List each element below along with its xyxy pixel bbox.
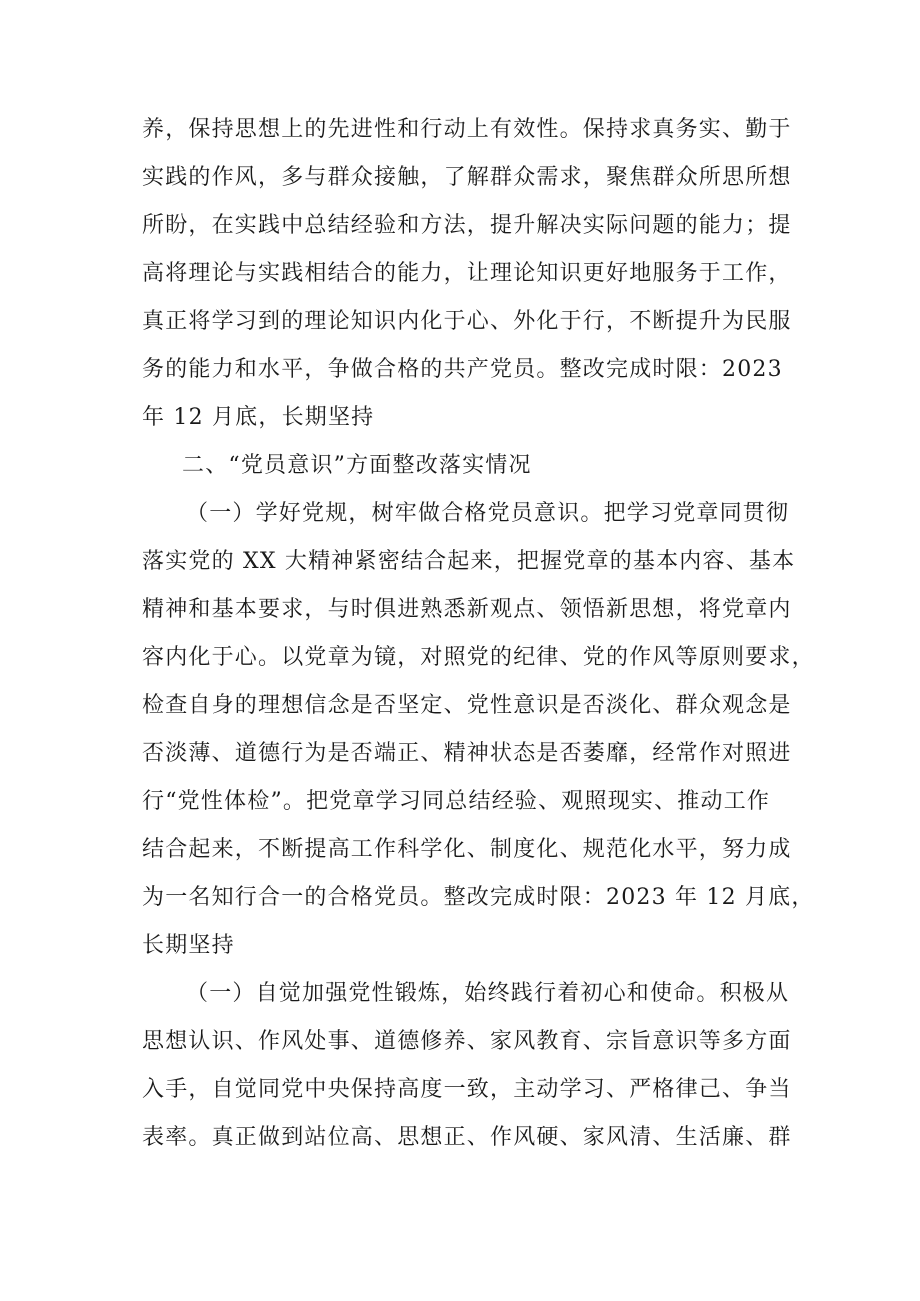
text-line: 养，保持思想上的先进性和行动上有效性。保持求真务实、勤于	[142, 117, 792, 142]
text-line: 思想认识、作风处事、道德修养、家风教育、宗旨意识等多方面	[142, 1029, 792, 1054]
text-line: 落实党的 XX 大精神紧密结合起来，把握党章的基本内容、基本	[142, 549, 796, 574]
text-line: 容内化于心。以党章为镜，对照党的纪律、党的作风等原则要求，	[142, 645, 815, 670]
text-line: 年 12 月底，长期坚持	[142, 405, 375, 430]
paragraph-party-spirit	[142, 974, 802, 1166]
text-line: 务的能力和水平，争做合格的共产党员。整改完成时限：2023	[142, 357, 783, 382]
paragraph-continuation	[142, 110, 802, 446]
text-line: 否淡薄、道德行为是否端正、精神状态是否萎靡，经常作对照进	[142, 741, 792, 766]
text-line: 检查自身的理想信念是否坚定、党性意识是否淡化、群众观念是	[142, 693, 792, 718]
text-line: 精神和基本要求，与时俱进熟悉新观点、领悟新思想，将党章内	[142, 597, 792, 622]
text-line: 表率。真正做到站位高、思想正、作风硬、家风清、生活廉、群	[142, 1125, 792, 1150]
section-heading: 二、“党员意识”方面整改落实情况	[182, 453, 532, 478]
text-line: （一）学好党规，树牢做合格党员意识。把学习党章同贯彻	[186, 501, 790, 526]
text-line: 实践的作风，多与群众接触，了解群众需求，聚焦群众所思所想	[142, 165, 792, 190]
text-line: 高将理论与实践相结合的能力，让理论知识更好地服务于工作，	[142, 261, 792, 286]
text-line: 入手，自觉同党中央保持高度一致，主动学习、严格律己、争当	[142, 1077, 792, 1102]
text-line: 所盼，在实践中总结经验和方法，提升解决实际问题的能力；提	[142, 213, 792, 238]
text-line: （一）自觉加强党性锻炼，始终践行着初心和使命。积极从	[186, 981, 790, 1006]
text-line: 长期坚持	[142, 933, 235, 958]
text-line: 为一名知行合一的合格党员。整改完成时限：2023 年 12 月底，	[142, 885, 815, 910]
document-body	[142, 110, 815, 1166]
text-line: 结合起来，不断提高工作科学化、制度化、规范化水平，努力成	[142, 837, 792, 862]
text-line: 真正将学习到的理论知识内化于心、外化于行，不断提升为民服	[142, 309, 792, 334]
paragraph-party-rules	[142, 494, 815, 974]
text-line: 行“党性体检”。把党章学习同总结经验、观照现实、推动工作	[142, 789, 771, 814]
